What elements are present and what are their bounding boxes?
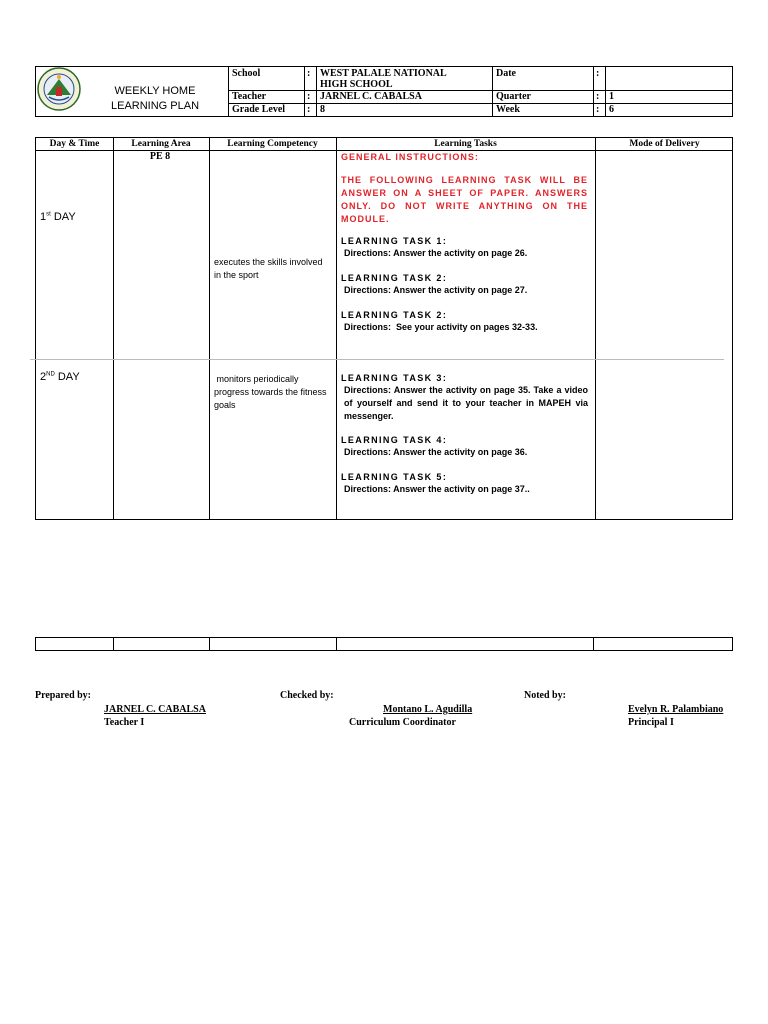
school-seal-logo — [37, 67, 81, 111]
task-title: LEARNING TASK 2: — [341, 273, 448, 283]
col-header-learning-area: Learning Area — [131, 139, 191, 149]
teacher-label: Teacher — [232, 91, 267, 102]
school-value-line1: WEST PALALE NATIONAL — [320, 68, 447, 79]
checked-by-label: Checked by: — [280, 690, 334, 701]
grade-value: 8 — [320, 104, 325, 115]
day1-number: 1 — [40, 211, 47, 223]
week-label: Week — [496, 104, 520, 115]
general-instructions-heading: GENERAL INSTRUCTIONS: — [341, 152, 479, 162]
title-line2: LEARNING PLAN — [110, 100, 200, 112]
teacher-value: JARNEL C. CABALSA — [320, 91, 422, 102]
quarter-value: 1 — [609, 91, 614, 102]
day2-label — [40, 371, 80, 383]
task-directions: Directions: Answer the activity on page 36. — [344, 447, 528, 457]
task-directions: Directions: Answer the activity on page 26. — [344, 248, 528, 258]
checked-by-name: Montano L. Agudilla — [383, 704, 473, 715]
document-title — [105, 84, 205, 114]
date-label: Date — [496, 68, 516, 79]
task-title: LEARNING TASK 3: — [341, 373, 448, 383]
task-directions: Directions: Answer the activity on page 27. — [344, 285, 528, 295]
task-directions: Directions: Answer the activity on page 37.. — [344, 484, 530, 494]
day1-suffix: st — [46, 211, 51, 218]
quarter-colon: : — [596, 91, 600, 102]
day1-word: DAY — [53, 211, 76, 223]
task-directions: Directions: See your activity on pages 32-33. — [344, 322, 538, 332]
grade-label: Grade Level — [232, 104, 286, 115]
tasks-day2 — [341, 373, 588, 496]
noted-by-name: Evelyn R. Palambiano — [628, 704, 724, 715]
week-colon: : — [596, 104, 600, 115]
grade-colon: : — [307, 104, 311, 115]
school-colon: : — [307, 68, 311, 79]
quarter-label: Quarter — [496, 91, 531, 102]
school-value-line2: HIGH SCHOOL — [320, 79, 393, 90]
empty-table-row — [35, 637, 733, 651]
prepared-by-name: JARNEL C. CABALSA — [104, 704, 206, 715]
day2-competency: monitors periodically progress towards the fitness goals — [214, 374, 330, 410]
day-divider-line — [30, 359, 724, 360]
col-header-learning-tasks: Learning Tasks — [434, 139, 497, 149]
general-instructions-text: THE FOLLOWING LEARNING TASK WILL BE ANSWER ON A SHEET OF PAPER. ANSWERS ONLY. DO NOT WRITE ANYTHING ON THE MODULE. — [341, 175, 588, 224]
prepared-by-title: Teacher I — [104, 717, 145, 728]
task-title: LEARNING TASK 2: — [341, 310, 448, 320]
task-title: LEARNING TASK 5: — [341, 472, 448, 482]
prepared-by-label: Prepared by: — [35, 690, 92, 701]
learning-area-value: PE 8 — [149, 151, 171, 162]
tasks-day1 — [341, 152, 588, 334]
task-title: LEARNING TASK 4: — [341, 435, 448, 445]
day2-suffix: ND — [46, 371, 55, 378]
date-colon: : — [596, 68, 600, 79]
noted-by-label: Noted by: — [524, 690, 566, 701]
col-header-day-time: Day & Time — [49, 139, 100, 149]
task-title: LEARNING TASK 1: — [341, 236, 448, 246]
teacher-colon: : — [307, 91, 311, 102]
school-label: School — [232, 68, 261, 79]
task-directions: Directions: Answer the activity on page 35. Take a video of yourself and send it to your teacher in MAPEH via messenger. — [344, 385, 588, 421]
noted-by-title: Principal I — [628, 717, 674, 728]
week-value: 6 — [609, 104, 614, 115]
checked-by-title: Curriculum Coordinator — [349, 717, 456, 728]
day2-number: 2 — [40, 371, 47, 383]
title-line1: WEEKLY HOME — [114, 85, 196, 97]
day1-label — [40, 211, 76, 223]
day2-word: DAY — [57, 371, 80, 383]
day1-competency: executes the skills involved in the sport — [214, 257, 323, 280]
col-header-mode-of-delivery: Mode of Delivery — [629, 139, 700, 149]
col-header-learning-competency: Learning Competency — [227, 139, 318, 149]
